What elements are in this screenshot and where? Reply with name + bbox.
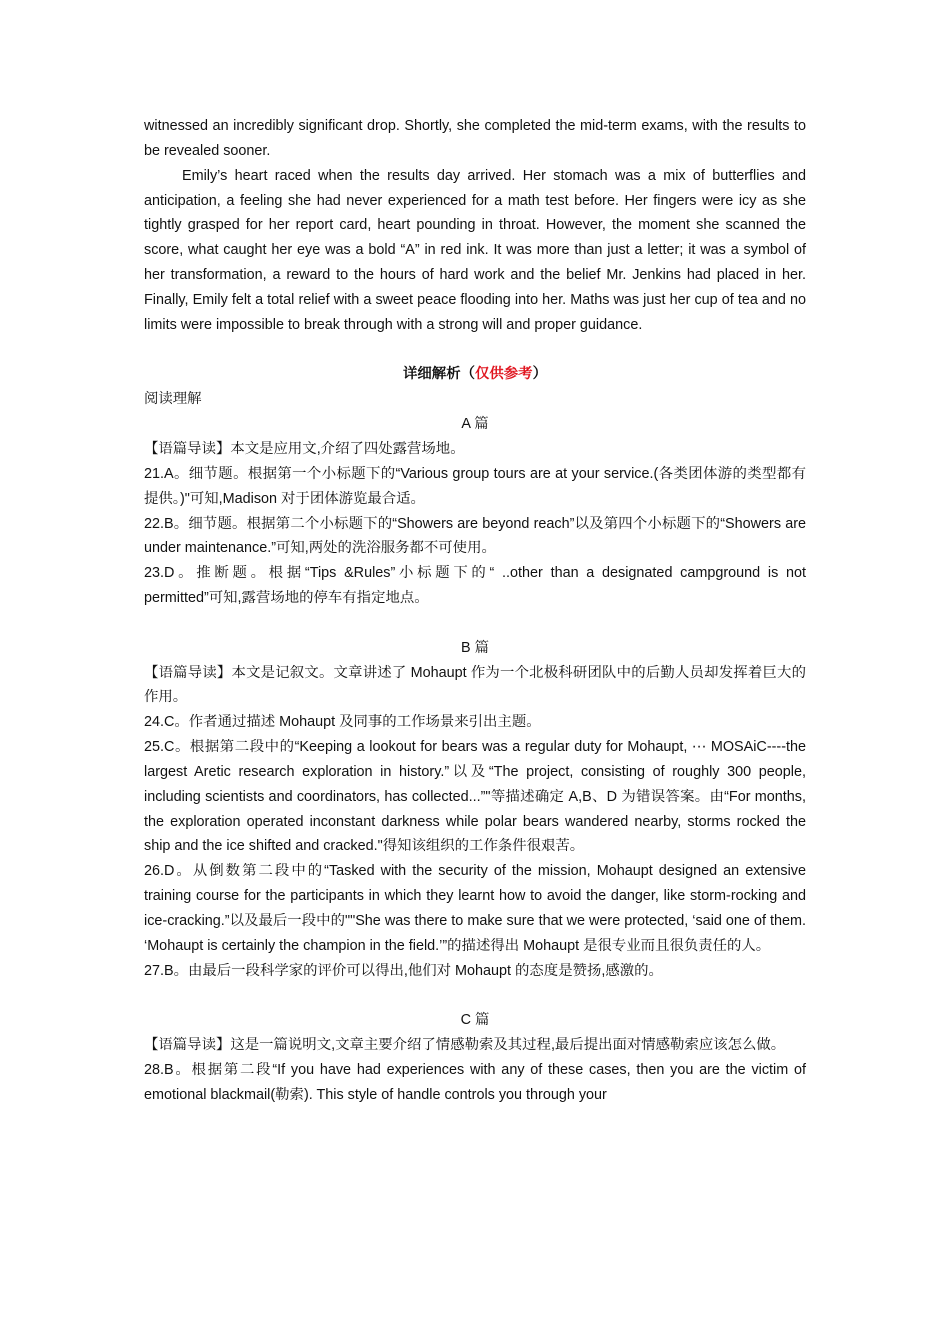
spacer bbox=[144, 338, 806, 363]
analysis-title bbox=[144, 362, 806, 387]
answer-21: 21.A。细节题。根据第一个小标题下的“Various group tours are at your service.(各类团体游的类型都有提供。)"可知,Madison 对于团体游览最合适。 bbox=[144, 465, 806, 507]
essay-paragraph-2: Emily’s heart raced when the results day arrived. Her stomach was a mix of butterflies and anticipation, a feeling she had never experienced for a math test before. Her fingers were icy as she tightly grasped for her report card, heart pounding in throat. However, the moment she scanned the score, what caught her eye was a bold “A” in red ink. It was more than just a letter; it was a symbol of her transformation, a reward to the hours of hard work and the belief Mr. Jenkins had placed in her. Finally, Emily felt a total relief with a sweet peace flooding into her. Maths was just her cup of tea and no limits were impossible to break through with a strong will and proper guidance. bbox=[144, 167, 806, 333]
answer-24: 24.C。作者通过描述 Mohaupt 及同事的工作场景来引出主题。 bbox=[144, 714, 541, 731]
answer-26: 26.D。从倒数第二段中的“Tasked with the security of the mission, Mohaupt designed an extensive training course for the participants in which they learnt how to avoid the danger, like storm-rocking and ice-cracking.”以及最后一段中的""She was there to make sure that we were protected, ‘said one of them. ‘Mohaupt is certainly the champion in the field.’”的描述得出 Mohaupt 是很专业而且很负责任的人。 bbox=[144, 863, 806, 954]
analysis-title-main: 详细解析（ bbox=[403, 366, 475, 383]
passage-b-intro: 【语篇导读】本文是记叙文。文章讲述了 Mohaupt 作为一个北极科研团队中的后勤人员却发挥着巨大的作用。 bbox=[144, 664, 806, 706]
answer-22: 22.B。细节题。根据第二个小标题下的“Showers are beyond reach”以及第四个小标题下的“Showers are under maintenance.”可知,两处的洗浴服务都不可使用。 bbox=[144, 515, 806, 557]
answer-23: 23.D。推断题。根据“Tips &Rules”小标题下的“ ..other than a designated campground is not permitted”可知,露营场地的停车有指定地点。 bbox=[144, 565, 806, 607]
spacer bbox=[144, 611, 806, 636]
document-page bbox=[144, 114, 806, 1108]
analysis-title-close: ） bbox=[532, 366, 547, 383]
answer-28: 28.B。根据第二段“If you have had experiences with any of these cases, then you are the victim of emotional blackmail(勒索). This style of handle controls you through your bbox=[144, 1062, 806, 1103]
answer-27: 27.B。由最后一段科学家的评价可以得出,他们对 Mohaupt 的态度是赞扬,感激的。 bbox=[144, 962, 663, 979]
analysis-title-reference-note: 仅供参考 bbox=[474, 366, 533, 383]
answer-25: 25.C。根据第二段中的“Keeping a lookout for bears was a regular duty for Mohaupt, ⋯ MOSAiC----the largest Aretic research exploration in history.”以及“The project, consisting of roughly 300 people, including scientists and coordinators, has collected...”"等描述确定 A,B、D 为错误答案。由“For months, the exploration operated inconstant darkness while polar bears wandered nearby, storms rocked the ship and the ice shifted and cracked."得知该组织的工作条件很艰苦。 bbox=[144, 739, 806, 855]
passage-c-intro: 【语篇导读】这是一篇说明文,文章主要介绍了情感勒索及其过程,最后提出面对情感勒索应该怎么做。 bbox=[144, 1037, 786, 1054]
section-label: 阅读理解 bbox=[144, 391, 202, 408]
passage-a-heading: A 篇 bbox=[461, 416, 489, 433]
passage-a-intro: 【语篇导读】本文是应用文,介绍了四处露营场地。 bbox=[144, 440, 465, 457]
passage-b-heading: B 篇 bbox=[461, 639, 489, 656]
essay-paragraph-1: witnessed an incredibly significant drop. Shortly, she completed the mid-term exams, with the results to be revealed sooner. bbox=[144, 118, 806, 159]
spacer bbox=[144, 984, 806, 1009]
passage-c-heading: C 篇 bbox=[460, 1012, 490, 1029]
